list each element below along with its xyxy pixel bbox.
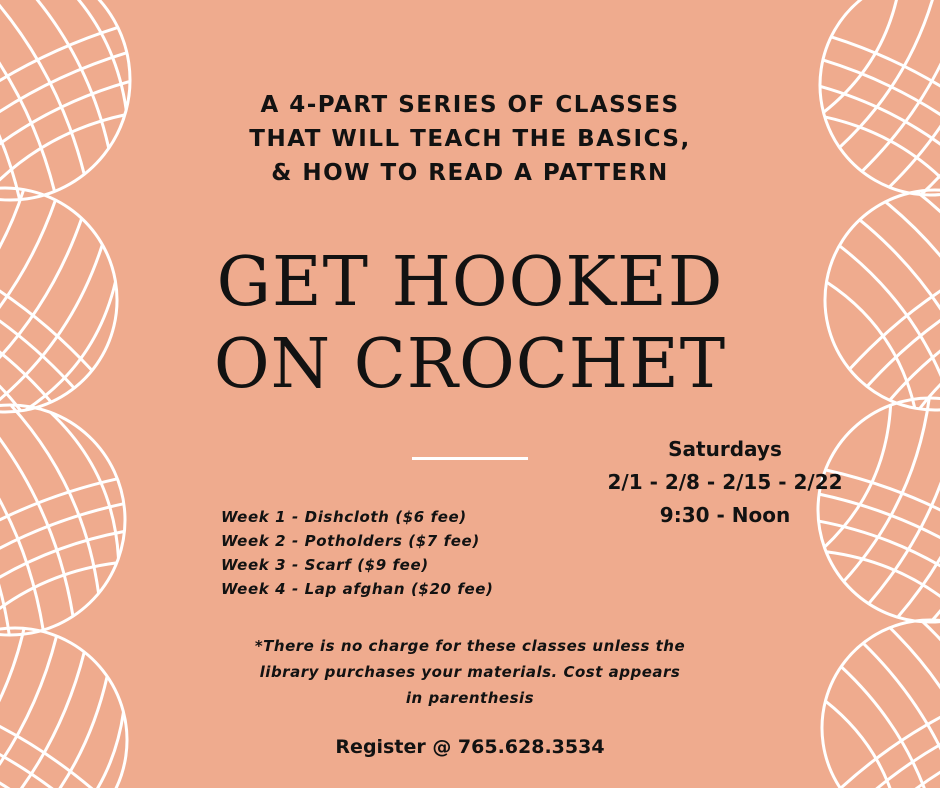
register-phone: Register @ 765.628.3534 xyxy=(335,736,605,758)
schedule-day: Saturdays xyxy=(668,437,782,461)
week-item: Week 1 - Dishcloth ($6 fee) xyxy=(221,508,467,526)
divider xyxy=(412,457,528,460)
note-line-1: *There is no charge for these classes unless the xyxy=(254,637,686,655)
subtitle-line-3: & HOW TO READ A PATTERN xyxy=(271,160,669,186)
week-item: Week 3 - Scarf ($9 fee) xyxy=(221,556,429,574)
note-line-3: in parenthesis xyxy=(405,689,535,707)
week-item: Week 4 - Lap afghan ($20 fee) xyxy=(221,580,494,598)
note-line-2: library purchases your materials. Cost appears xyxy=(259,663,681,681)
weekly-class-list xyxy=(221,505,561,601)
title-line-2: ON CROCHET xyxy=(213,325,727,404)
schedule xyxy=(580,433,870,532)
fee-note xyxy=(200,633,740,711)
page-title xyxy=(120,242,820,406)
subtitle-line-1: A 4-PART SERIES OF CLASSES xyxy=(260,92,680,118)
yarn-ball-icon xyxy=(0,587,168,788)
yarn-ball-icon xyxy=(780,0,940,235)
yarn-ball-icon xyxy=(782,580,940,788)
week-item: Week 2 - Potholders ($7 fee) xyxy=(221,532,480,550)
schedule-time: 9:30 - Noon xyxy=(659,503,791,527)
schedule-dates: 2/1 - 2/8 - 2/15 - 2/22 xyxy=(607,470,843,494)
yarn-ball-icon xyxy=(0,0,174,244)
title-line-1: GET HOOKED xyxy=(216,243,724,322)
series-subtitle xyxy=(150,88,790,190)
subtitle-line-2: THAT WILL TEACH THE BASICS, xyxy=(249,126,691,152)
